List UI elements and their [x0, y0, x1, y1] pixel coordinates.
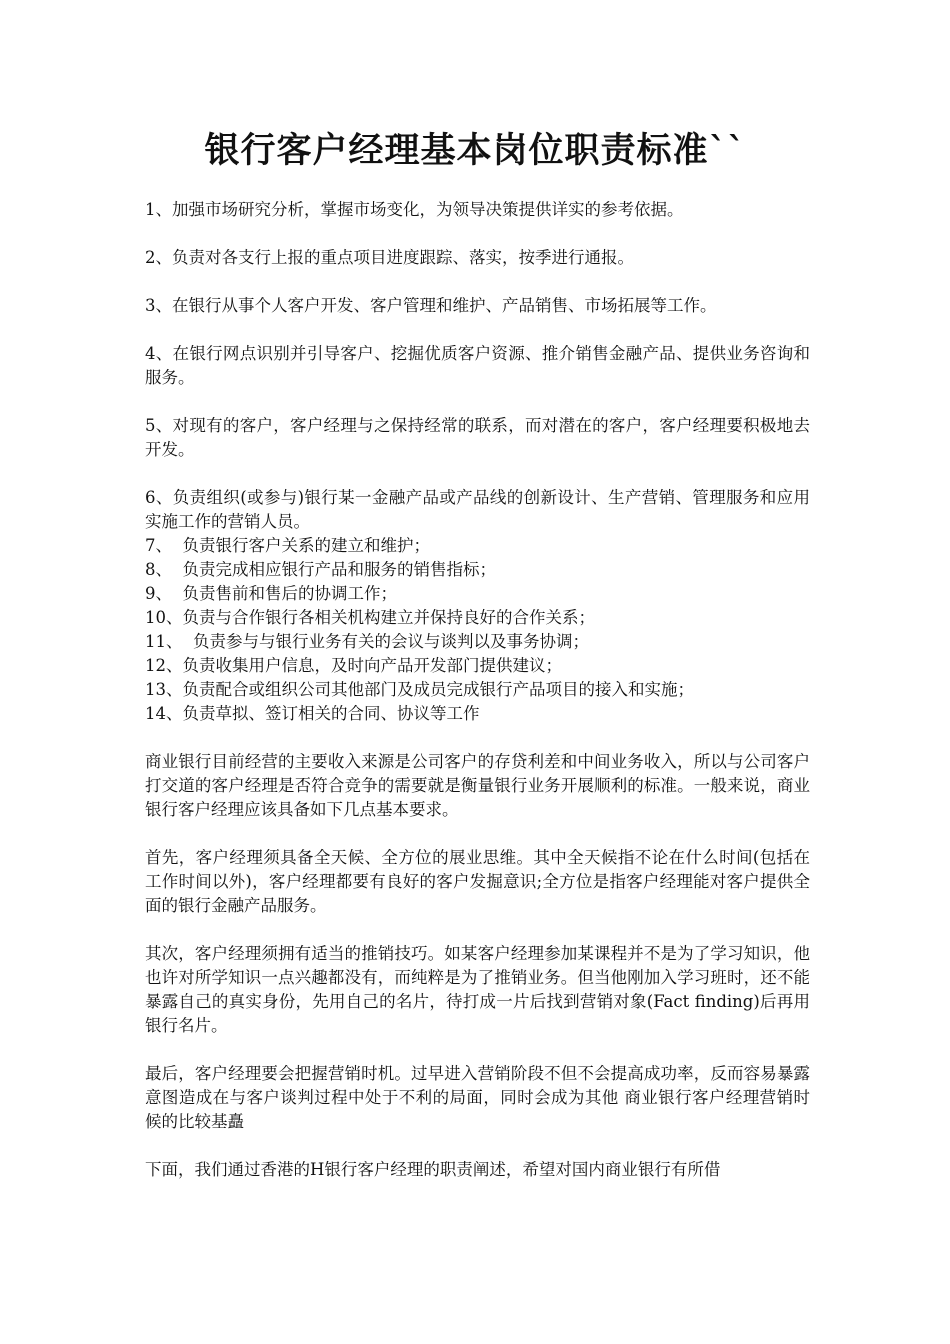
page-title: 银行客户经理基本岗位职责标准``	[204, 130, 746, 171]
list-item: 11、 负责参与与银行业务有关的会议与谈判以及事务协调；	[145, 632, 589, 651]
duty-item-5: 5、对现有的客户，客户经理与之保持经常的联系，而对潜在的客户，客户经理要积极地去开发。	[145, 416, 810, 459]
essay-paragraph-first: 首先，客户经理须具备全天候、全方位的展业思维。其中全天候指不论在什么时间(包括在工作时间以外)，客户经理都要有良好的客户发掘意识;全方位是指客户经理能对客户提供全面的银行金融产品服务。	[145, 848, 810, 915]
duty-item-4: 4、在银行网点识别并引导客户、挖掘优质客户资源、推介销售金融产品、提供业务咨询和服务。	[145, 344, 810, 387]
essay-paragraph-second: 其次，客户经理须拥有适当的推销技巧。如某客户经理参加某课程并不是为了学习知识，他也许对所学知识一点兴趣都没有，而纯粹是为了推销业务。但当他刚加入学习班时，还不能暴露自己的真实身份，先用自己的名片，待打成一片后找到营销对象(Fact finding)后再用银行名片。	[145, 944, 810, 1035]
list-item: 13、负责配合或组织公司其他部门及成员完成银行产品项目的接入和实施；	[145, 680, 694, 699]
essay-paragraph-closing: 下面，我们通过香港的H银行客户经理的职责阐述，希望对国内商业银行有所借	[145, 1160, 721, 1179]
essay-paragraph-last: 最后，客户经理要会把握营销时机。过早进入营销阶段不但不会提高成功率，反而容易暴露意图造成在与客户谈判过程中处于不利的局面，同时会成为其他 商业银行客户经理营销时候的比较基矗	[145, 1064, 810, 1131]
list-item: 8、 负责完成相应银行产品和服务的销售指标；	[145, 560, 496, 579]
duty-item-6: 6、负责组织(或参与)银行某一金融产品或产品线的创新设计、生产营销、管理服务和应用实施工作的营销人员。	[145, 488, 810, 531]
list-item: 14、负责草拟、签订相关的合同、协议等工作	[145, 704, 480, 723]
list-item: 9、 负责售前和售后的协调工作；	[145, 584, 397, 603]
list-item: 12、负责收集用户信息，及时向产品开发部门提供建议；	[145, 656, 562, 675]
document-body	[145, 198, 810, 1182]
essay-paragraph-intro: 商业银行目前经营的主要收入来源是公司客户的存贷利差和中间业务收入，所以与公司客户打交道的客户经理是否符合竞争的需要就是衡量银行业务开展顺利的标准。一般来说，商业银行客户经理应该具备如下几点基本要求。	[145, 752, 810, 819]
list-item: 10、负责与合作银行各相关机构建立并保持良好的合作关系；	[145, 608, 595, 627]
duty-item-3: 3、在银行从事个人客户开发、客户管理和维护、产品销售、市场拓展等工作。	[145, 296, 717, 315]
list-item: 7、 负责银行客户关系的建立和维护；	[145, 536, 430, 555]
duty-list	[145, 534, 810, 726]
duty-item-1: 1、加强市场研究分析，掌握市场变化，为领导决策提供详实的参考依据。	[145, 200, 684, 219]
duty-item-2: 2、负责对各支行上报的重点项目进度跟踪、落实，按季进行通报。	[145, 248, 634, 267]
